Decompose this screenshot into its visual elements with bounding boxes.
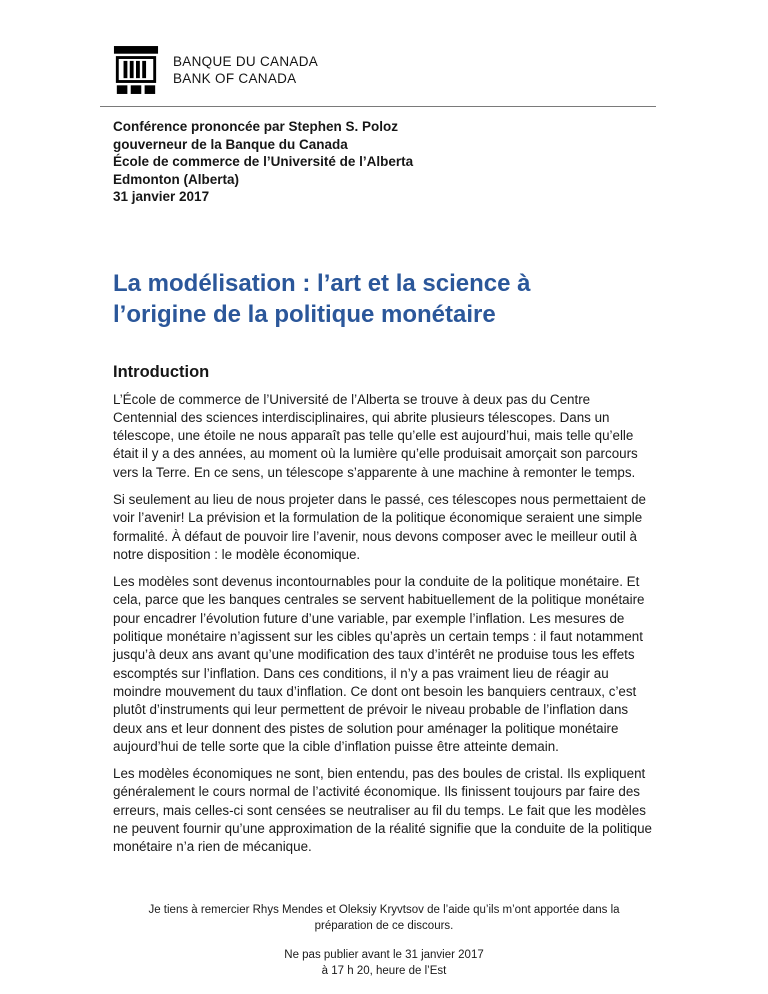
paragraph: L’École de commerce de l’Université de l’Alberta se trouve à deux pas du Centre Centennial des sciences interdisciplinaires, qui abrite plusieurs télescopes. Dans un télescope, une étoile ne nous apparaît pas telle qu’elle est aujourd’hui, mais telle qu’elle était il y a des années, au moment où la lumière qu’elle produisait amorçait son parcours vers la Terre. En ce sens, un télescope s’apparente à une machine à remonter le temps. (113, 391, 638, 480)
logo-name-french: BANQUE DU CANADA (173, 54, 319, 69)
logo-wordmark (173, 53, 318, 87)
acknowledgment-text: Je tiens à remercier Rhys Mendes et Oleksiy Kryvtsov de l’aide qu’ils m’ont apportée dans la préparation de ce discours. (148, 904, 620, 932)
acknowledgment-note (0, 903, 768, 934)
section-heading-introduction: Introduction (113, 362, 210, 381)
logo-name-english: BANK OF CANADA (173, 71, 297, 86)
event-details (113, 118, 656, 206)
event-detail-role: gouverneur de la Banque du Canada (113, 136, 348, 152)
embargo-notice (0, 948, 768, 979)
event-detail-venue: École de commerce de l’Université de l’Alberta (113, 154, 414, 169)
letterhead-divider (100, 106, 656, 107)
paragraph: Si seulement au lieu de nous projeter dans le passé, ces télescopes nous permettaient de voir l’avenir! La prévision et la formulation de la politique économique seraient une simple formalité. À défaut de pouvoir lire l’avenir, nous devons composer avec le meilleur outil à notre disposition : le modèle économique. (113, 491, 646, 562)
event-detail-date: 31 janvier 2017 (113, 189, 210, 204)
embargo-line-1: Ne pas publier avant le 31 janvier 2017 (284, 949, 484, 961)
paragraph: Les modèles sont devenus incontournables pour la conduite de la politique monétaire. Et cela, parce que les banques centrales se servent habituellement de la politique monétaire pour encadrer l’évolution future d’une variable, par exemple l’inflation. Les mesures de politique monétaire n’agissent sur les cibles qu’après un certain temps : il faut notamment jusqu’à deux ans avant qu’une modification des taux d’intérêt ne produise tous les effets escomptés sur l’inflation. Dans ces conditions, il n’y a pas vraiment lieu de réagir au moindre mouvement du taux d’inflation. Ce dont ont besoin les banquiers centraux, c’est plutôt d’instruments qui leur permettent de prévoir le niveau probable de l’inflation dans deux ans et leur donnent des pistes de solution pour aménager la politique monétaire aujourd’hui de telle sorte que la cible d’inflation puisse être atteinte demain. (113, 574, 645, 754)
event-detail-city: Edmonton (Alberta) (113, 171, 239, 187)
embargo-line-2: à 17 h 20, heure de l’Est (321, 964, 447, 977)
letterhead (113, 45, 656, 95)
paragraph: Les modèles économiques ne sont, bien entendu, pas des boules de cristal. Ils expliquent généralement le cours normal de l’activité économique. Ils finissent toujours par faire des erreurs, mais celles-ci sont censées se neutraliser au fil du temps. Le fait que les modèles ne peuvent fournir qu’une approximation de la réalité signifie que la conduite de la politique monétaire n’a rien de mécanique. (113, 766, 652, 855)
document-title: La modélisation : l’art et la science à l’origine de la politique monétaire (113, 269, 531, 328)
introduction-body (113, 391, 656, 857)
event-detail-speaker: Conférence prononcée par Stephen S. Poloz (113, 119, 399, 134)
bank-building-icon (113, 45, 159, 95)
